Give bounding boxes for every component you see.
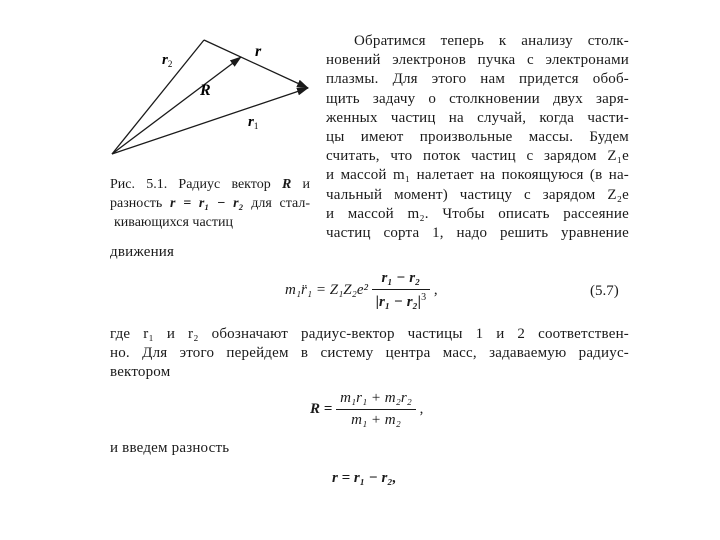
paragraph-line: и массой m₂. Чтобы описать рассеяние <box>326 205 629 222</box>
caption-line-1: Рис. 5.1. Радиус вектор R и <box>110 177 310 192</box>
paragraph-line: новений электронов пучка с электронами <box>326 52 629 69</box>
paragraph-line: где r₁ и r₂ обозначают радиус-вектор частицы 1 и 2 соответствен- <box>110 326 629 342</box>
vector-r2 <box>112 40 204 154</box>
label-r2: $r_2$ <box>162 52 173 69</box>
equation-comma: , <box>419 401 424 417</box>
paragraph-line: щить задачу о столкновении двух заря- <box>326 90 629 107</box>
equation-number: (5.7) <box>590 283 619 299</box>
paragraph-line: но. Для этого перейдем в систему центра масс, задаваемую радиус- <box>110 345 629 362</box>
equation-fraction <box>372 270 430 311</box>
figure-caption <box>110 177 310 235</box>
paragraph-line: плазмы. Для этого нам придется обоб- <box>326 71 629 88</box>
word-continuation: движения <box>110 244 175 260</box>
paragraph-line: частиц сорта 1, надо решить уравнение <box>326 224 629 241</box>
equation-difference: r = r₁ − r₂, <box>332 470 397 486</box>
fraction-numerator: r₁ − r₂ <box>372 270 430 290</box>
label-R: R <box>200 82 211 99</box>
label-r: r <box>255 43 262 60</box>
equation-lhs: m₁r̈₁ = Z₁Z₂e² <box>285 282 368 298</box>
paragraph-line: чальный момент) частицу с зарядом Z₂e <box>326 186 629 203</box>
difference-intro: и введем разность <box>110 440 230 456</box>
fraction-denominator: m₁ + m₂ <box>351 412 401 428</box>
paragraph-line: считать, что поток частиц с зарядом Z₁e <box>326 148 629 165</box>
paragraph-line: цы имеют произвольные массы. Будем <box>326 128 629 145</box>
equation-comma: , <box>433 282 438 298</box>
equation-center-of-mass <box>310 390 423 429</box>
intro-paragraph <box>326 32 629 243</box>
vector-diagram <box>100 30 320 165</box>
equation-fraction <box>336 390 416 429</box>
paragraph-line: Обратимся теперь к анализу столк- <box>354 33 629 49</box>
equation-lhs: R = <box>310 401 333 417</box>
fraction-numerator: m₁r₁ + m₂r₂ <box>336 390 416 410</box>
equation-5-7 <box>285 270 438 311</box>
fraction-denominator: $|r_1 - r_2|^3$ <box>375 292 427 310</box>
paragraph-line: вектором <box>110 364 171 381</box>
caption-line-2: разность r = r₁ − r₂ для стал- <box>110 196 310 212</box>
caption-line-3: кивающихся частиц <box>114 215 233 231</box>
paragraph-line: и массой m₁ налетает на покоящуюся (в на- <box>326 167 629 184</box>
paragraph-line: женных частиц на случай, когда части- <box>326 109 629 126</box>
label-r1: $r_1$ <box>248 114 259 131</box>
paragraph-2 <box>110 325 629 383</box>
vector-R <box>112 57 241 154</box>
